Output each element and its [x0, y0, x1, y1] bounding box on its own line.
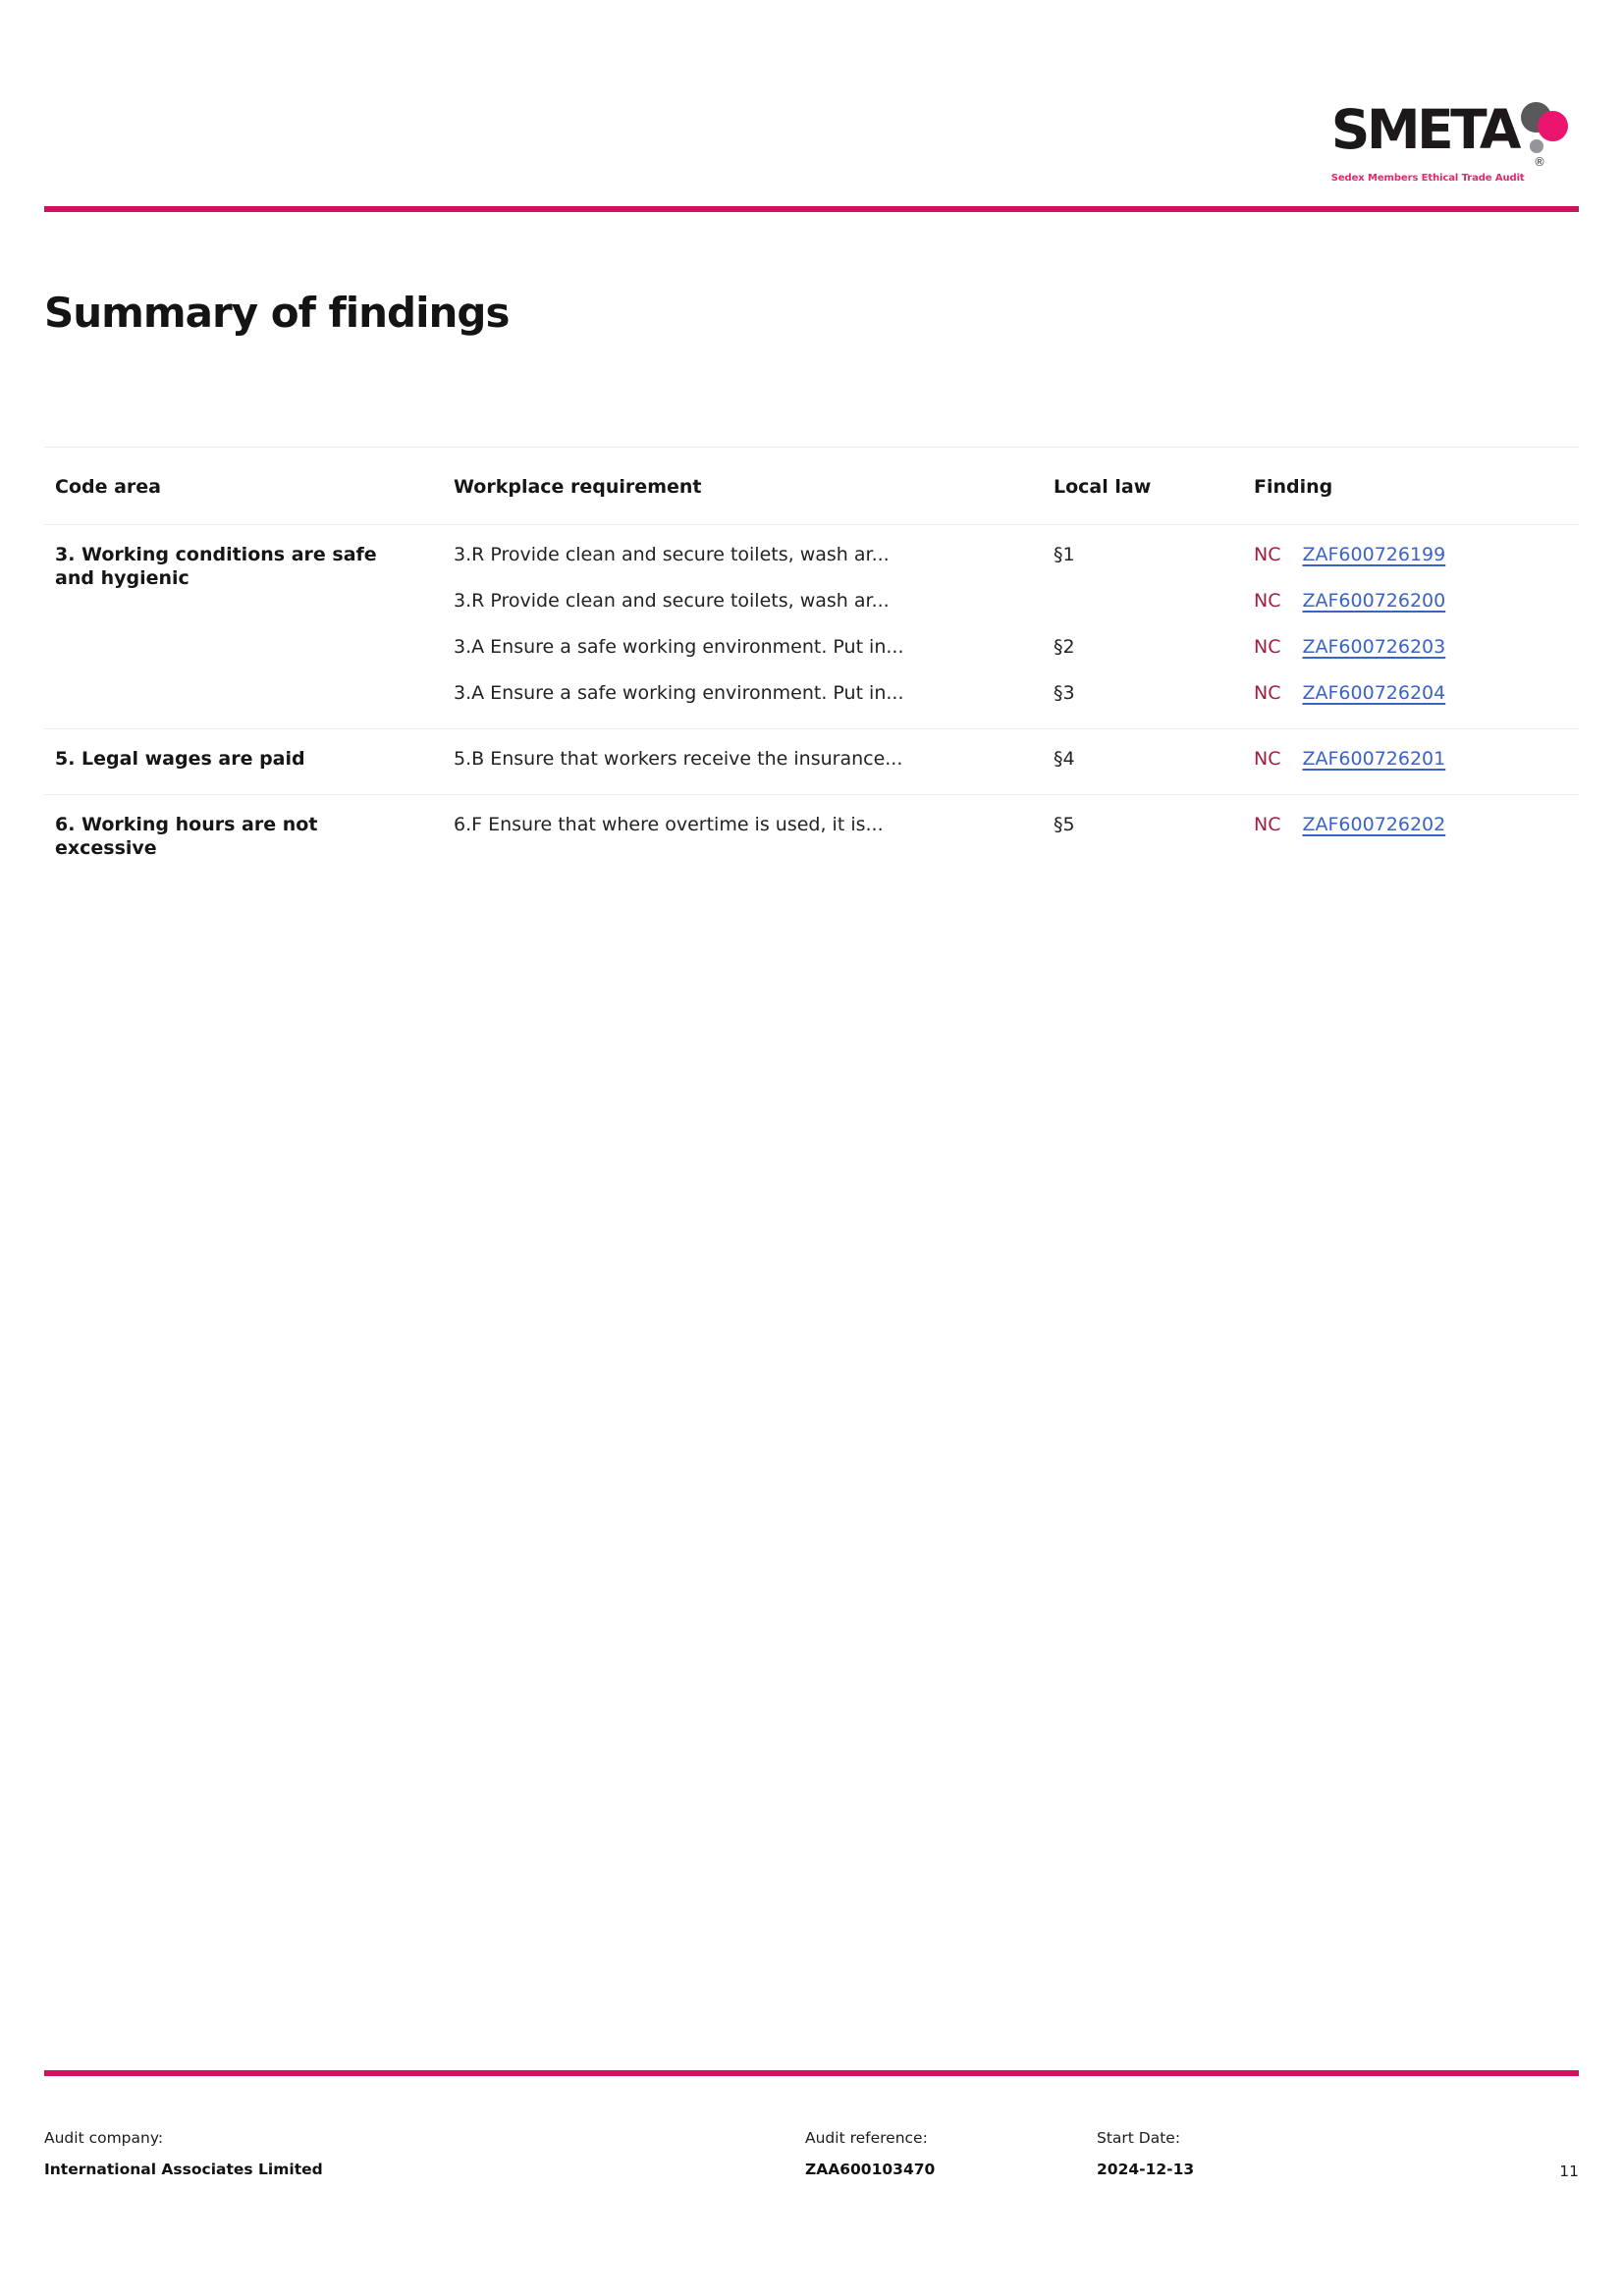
footer-audit-reference: [805, 2129, 935, 2178]
finding-cell: [1254, 636, 1579, 658]
start-date-label: Start Date:: [1097, 2129, 1181, 2147]
findings-group: [44, 525, 1579, 728]
logo-dot-pink-icon: [1538, 111, 1568, 141]
finding-reference-link[interactable]: ZAF600726200: [1302, 590, 1446, 612]
finding-row: [454, 544, 1579, 590]
start-date-value: 2024-12-13: [1097, 2161, 1195, 2178]
header-divider: [44, 206, 1579, 212]
code-area-cell: 5. Legal wages are paid: [55, 748, 305, 770]
findings-group-rows: [454, 814, 1579, 861]
nc-status-badge: NC: [1254, 590, 1281, 612]
footer-divider: [44, 2070, 1579, 2076]
nc-status-badge: NC: [1254, 636, 1281, 658]
audit-company-value: International Associates Limited: [44, 2161, 323, 2178]
code-area-cell: 6. Working hours are not excessive: [55, 814, 318, 859]
findings-group-rows: [454, 544, 1579, 728]
local-law-cell: §4: [1054, 748, 1075, 770]
page-title: Summary of findings: [44, 289, 510, 337]
page-footer: [44, 2070, 1579, 2227]
findings-group-rows: [454, 748, 1579, 794]
nc-status-badge: NC: [1254, 544, 1281, 565]
smeta-logo-dots: [1521, 100, 1568, 171]
local-law-cell: §2: [1054, 636, 1075, 658]
footer-start-date: [1097, 2129, 1194, 2178]
finding-cell: [1254, 682, 1579, 704]
smeta-logo: [1331, 100, 1568, 184]
header-finding: Finding: [1254, 476, 1333, 498]
nc-status-badge: NC: [1254, 682, 1281, 704]
finding-cell: [1254, 544, 1579, 565]
header-workplace-requirement: Workplace requirement: [454, 476, 702, 498]
workplace-requirement-cell: 3.R Provide clean and secure toilets, wash ar...: [454, 544, 890, 565]
finding-reference-link[interactable]: ZAF600726204: [1302, 682, 1446, 704]
audit-reference-label: Audit reference:: [805, 2129, 928, 2147]
local-law-cell: §1: [1054, 544, 1075, 565]
finding-cell: [1254, 748, 1579, 770]
audit-company-label: Audit company:: [44, 2129, 164, 2147]
nc-status-badge: NC: [1254, 814, 1281, 835]
finding-row: [454, 748, 1579, 794]
findings-group: [44, 728, 1579, 794]
table-body: [44, 525, 1579, 861]
workplace-requirement-cell: 5.B Ensure that workers receive the insurance...: [454, 748, 903, 770]
finding-row: [454, 814, 1579, 860]
finding-row: [454, 590, 1579, 636]
finding-cell: [1254, 814, 1579, 835]
finding-reference-link[interactable]: ZAF600726203: [1302, 636, 1446, 658]
workplace-requirement-cell: 6.F Ensure that where overtime is used, it is...: [454, 814, 884, 835]
workplace-requirement-cell: 3.A Ensure a safe working environment. Put in...: [454, 682, 904, 704]
finding-reference-link[interactable]: ZAF600726202: [1302, 814, 1446, 835]
registered-trademark-icon: ®: [1534, 155, 1545, 169]
logo-dot-gray-small-icon: [1530, 139, 1543, 153]
local-law-cell: §5: [1054, 814, 1075, 835]
finding-reference-link[interactable]: ZAF600726199: [1302, 544, 1446, 565]
local-law-cell: §3: [1054, 682, 1075, 704]
audit-reference-value: ZAA600103470: [805, 2161, 936, 2178]
header-local-law: Local law: [1054, 476, 1152, 498]
finding-row: [454, 682, 1579, 728]
page-number: 11: [1559, 2163, 1579, 2180]
workplace-requirement-cell: 3.A Ensure a safe working environment. Put in...: [454, 636, 904, 658]
finding-row: [454, 636, 1579, 682]
header-code-area: Code area: [55, 476, 161, 498]
smeta-tagline: Sedex Members Ethical Trade Audit: [1330, 173, 1525, 184]
footer-audit-company: [44, 2129, 323, 2178]
code-area-cell: 3. Working conditions are safe and hygienic: [55, 544, 377, 589]
table-header-row: [44, 447, 1579, 525]
findings-group: [44, 794, 1579, 861]
workplace-requirement-cell: 3.R Provide clean and secure toilets, wash ar...: [454, 590, 890, 612]
findings-table: [44, 447, 1579, 861]
smeta-wordmark: SMETA: [1330, 98, 1518, 161]
finding-reference-link[interactable]: ZAF600726201: [1302, 748, 1446, 770]
finding-cell: [1254, 590, 1579, 612]
nc-status-badge: NC: [1254, 748, 1281, 770]
